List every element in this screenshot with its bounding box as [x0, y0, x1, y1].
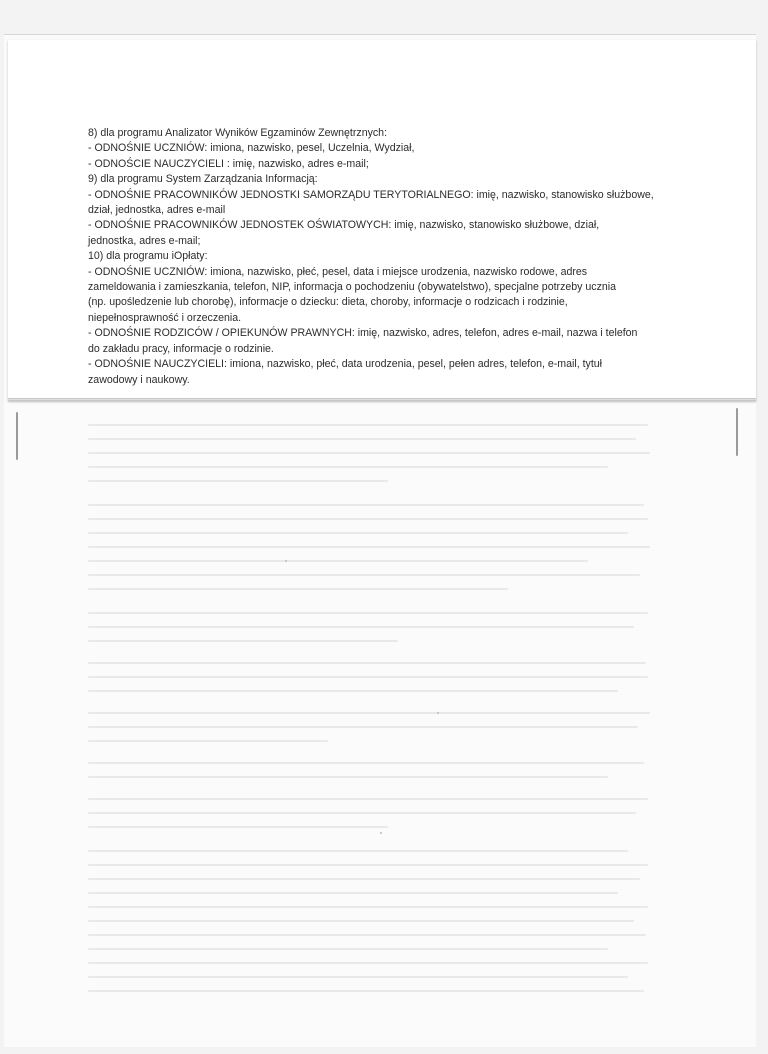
text-line: - ODNOŚNIE PRACOWNIKÓW JEDNOSTEK OŚWIATOWYCH: imię, nazwisko, stanowisko służbowe, dział,	[88, 219, 600, 232]
text-line: - ODNOŚNIE UCZNIÓW: imiona, nazwisko, płeć, pesel, data i miejsce urodzenia, nazwisko rodowe, adres	[88, 265, 588, 278]
speck	[380, 832, 382, 834]
staple-mark-right	[736, 408, 738, 456]
text-line: - ODNOŚNIE NAUCZYCIELI: imiona, nazwisko, płeć, data urodzenia, pesel, pełen adres, telefon, e-mail, tytuł	[88, 358, 603, 371]
text-line: (np. upośledzenie lub chorobę), informacje o dziecku: dieta, choroby, informacje o rodzicach i rodzinie,	[88, 296, 568, 309]
text-line: - ODNOŚNIE PRACOWNIKÓW JEDNOSTKI SAMORZĄDU TERYTORIALNEGO: imię, nazwisko, stanowisko służbowe,	[88, 188, 654, 201]
text-line: niepełnosprawność i orzeczenia.	[88, 311, 242, 324]
text-line: 8) dla programu Analizator Wyników Egzaminów Zewnętrznych:	[88, 127, 388, 139]
page-edge	[8, 398, 756, 400]
speck	[437, 712, 439, 714]
text-line: jednostka, adres e-mail;	[88, 234, 201, 247]
text-line: zameldowania i zamieszkania, telefon, NIP, informacja o pochodzeniu (obywatelstwo), specjalne potrzeby ucznia	[88, 281, 617, 294]
text-line: 9) dla programu System Zarządzania Informacją:	[88, 173, 318, 186]
bleed-through-text	[88, 414, 654, 1014]
text-line: - ODNOŚCIE NAUCZYCIELI : imię, nazwisko, adres e-mail;	[88, 157, 369, 170]
text-line: - ODNOŚNIE RODZICÓW / OPIEKUNÓW PRAWNYCH: imię, nazwisko, adres, telefon, adres e-mail, nazwa i telefon	[88, 327, 638, 340]
text-line: 10) dla programu iOpłaty:	[88, 250, 208, 263]
text-line: zawodowy i naukowy.	[88, 373, 190, 386]
speck	[285, 560, 287, 562]
text-line: dział, jednostka, adres e-mail	[88, 204, 226, 217]
staple-mark-left	[16, 412, 18, 460]
document-text	[88, 126, 660, 388]
text-line: do zakładu pracy, informacje o rodzinie.	[88, 342, 274, 355]
text-line: - ODNOŚNIE UCZNIÓW: imiona, nazwisko, pesel, Uczelnia, Wydział,	[88, 142, 415, 155]
